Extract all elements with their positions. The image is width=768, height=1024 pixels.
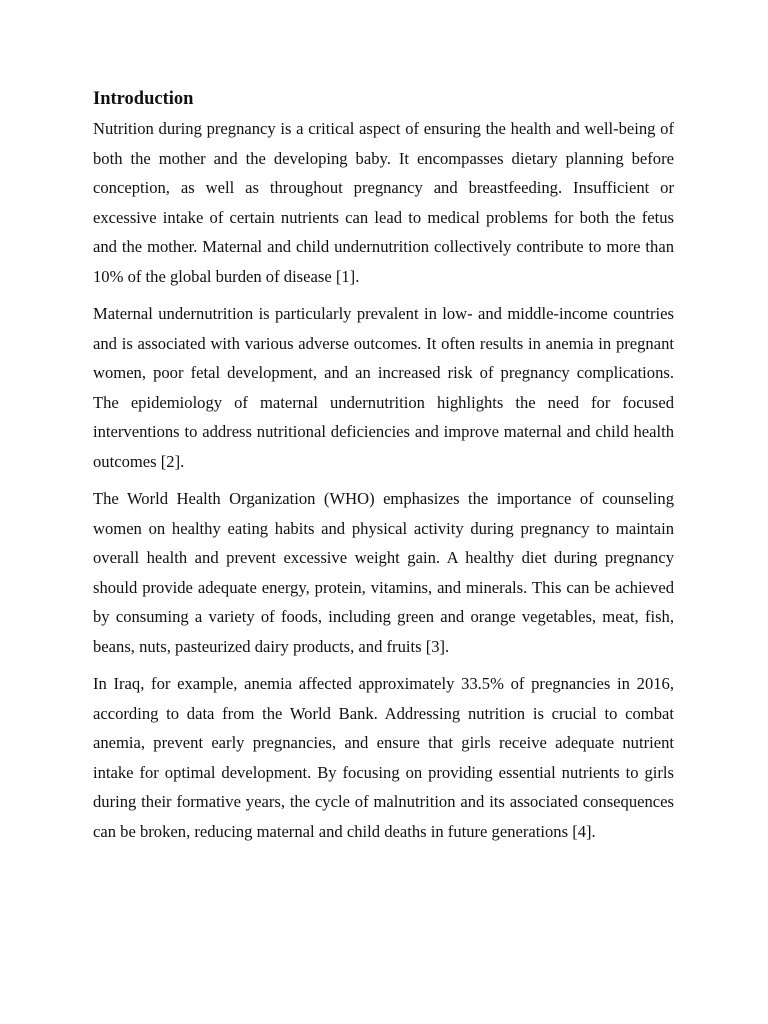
- paragraph-4: In Iraq, for example, anemia affected approximately 33.5% of pregnancies in 2016, according to data from the World Bank. Addressing nutrition is crucial to combat anemia, prevent early pregnancies, and ensure that girls receive adequate nutrient intake for optimal development. By focusing on providing essential nutrients to girls during their formative years, the cycle of malnutrition and its associated consequences can be broken, reducing maternal and child deaths in future generations [4].: [93, 674, 674, 841]
- paragraph-3: The World Health Organization (WHO) emphasizes the importance of counseling women on healthy eating habits and physical activity during pregnancy to maintain overall health and prevent excessive weight gain. A healthy diet during pregnancy should provide adequate energy, protein, vitamins, and minerals. This can be achieved by consuming a variety of foods, including green and orange vegetables, meat, fish, beans, nuts, pasteurized dairy products, and fruits [3].: [93, 489, 674, 656]
- paragraph-2: Maternal undernutrition is particularly prevalent in low- and middle-income countries and is associated with various adverse outcomes. It often results in anemia in pregnant women, poor fetal development, and an increased risk of pregnancy complications. The epidemiology of maternal undernutrition highlights the need for focused interventions to address nutritional deficiencies and improve maternal and child health outcomes [2].: [93, 304, 674, 471]
- paragraph-1: Nutrition during pregnancy is a critical aspect of ensuring the health and well-being of both the mother and the developing baby. It encompasses dietary planning before conception, as well as throughout pregnancy and breastfeeding. Insufficient or excessive intake of certain nutrients can lead to medical problems for both the fetus and the mother. Maternal and child undernutrition collectively contribute to more than 10% of the global burden of disease [1].: [93, 119, 674, 286]
- document-body: [93, 86, 674, 854]
- section-heading: Introduction: [93, 89, 194, 109]
